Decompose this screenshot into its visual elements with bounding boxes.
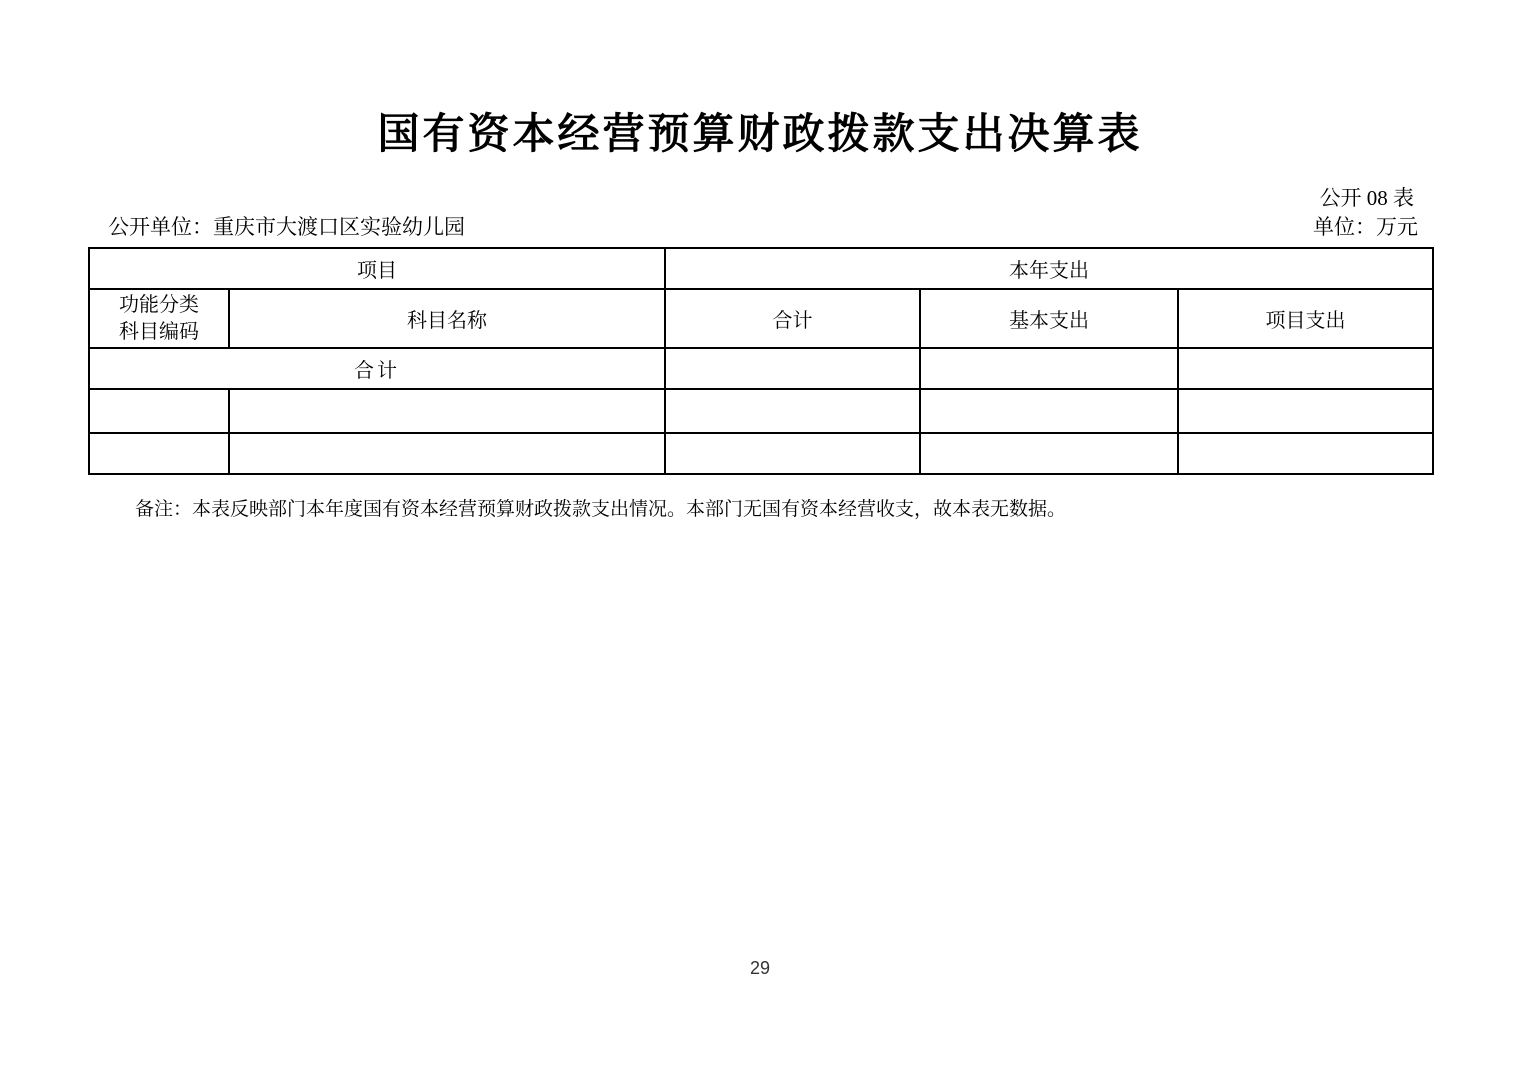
header-total: 合计 <box>665 289 920 348</box>
header-subject-name: 科目名称 <box>229 289 665 348</box>
header-functional-classification-code <box>89 289 229 348</box>
header-group-project: 项目 <box>89 248 665 289</box>
footnote: 备注：本表反映部门本年度国有资本经营预算财政拨款支出情况。本部门无国有资本经营收支，故本表无数据。 <box>135 499 1067 520</box>
header-project-expenditure: 项目支出 <box>1178 289 1433 348</box>
header-group-row <box>89 248 1433 289</box>
cell-basic <box>920 433 1178 474</box>
cell-basic <box>920 389 1178 433</box>
page-title: 国有资本经营预算财政拨款支出决算表 <box>377 110 1143 157</box>
header-basic-expenditure: 基本支出 <box>920 289 1178 348</box>
cell-total-basic <box>920 348 1178 389</box>
header-columns-row <box>89 289 1433 348</box>
unit-of-measure-label: 单位：万元 <box>1313 215 1418 239</box>
meta-row <box>88 215 1432 239</box>
cell-total-project <box>1178 348 1433 389</box>
publishing-unit-label: 公开单位：重庆市大渡口区实验幼儿园 <box>108 215 465 239</box>
cell-amount <box>665 389 920 433</box>
cell-code <box>89 433 229 474</box>
cell-total-amount <box>665 348 920 389</box>
header-group-current-year-expenditure: 本年支出 <box>665 248 1433 289</box>
table-row-empty-1 <box>89 389 1433 433</box>
cell-code <box>89 389 229 433</box>
cell-name <box>229 433 665 474</box>
cell-project <box>1178 433 1433 474</box>
page-number: 29 <box>749 958 771 978</box>
table-row-total <box>89 348 1433 389</box>
cell-amount <box>665 433 920 474</box>
cell-total-label: 合计 <box>89 348 665 389</box>
table-code-label: 公开 08 表 <box>1319 186 1414 210</box>
cell-name <box>229 389 665 433</box>
budget-table <box>88 247 1434 475</box>
table-row-empty-2 <box>89 433 1433 474</box>
cell-project <box>1178 389 1433 433</box>
document-page <box>88 0 1432 522</box>
header-code-line2: 科目编码 <box>119 320 199 343</box>
header-code-line1: 功能分类 <box>119 293 199 316</box>
